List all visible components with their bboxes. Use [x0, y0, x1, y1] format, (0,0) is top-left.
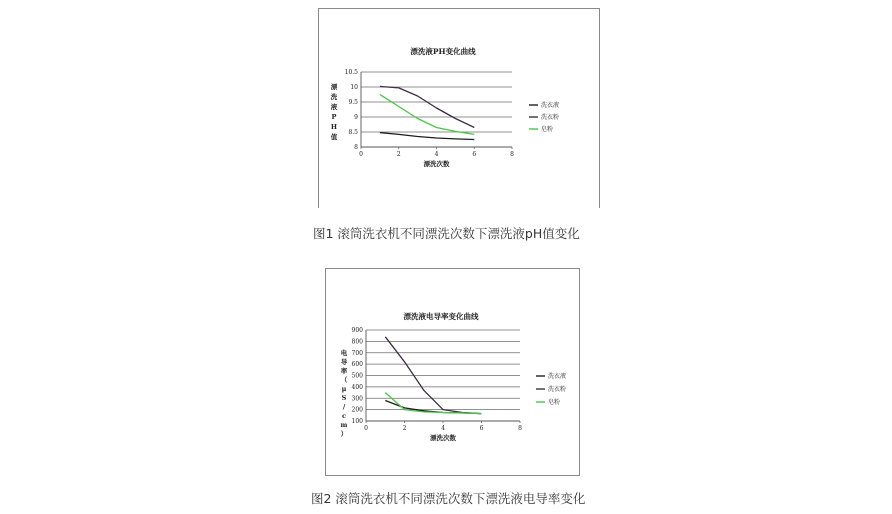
conductivity-chart-svg: [326, 269, 581, 477]
legend-label: 洗衣粉: [541, 114, 560, 121]
y-tick-label: 500: [351, 372, 363, 380]
legend-label: 洗衣液: [541, 102, 560, 109]
y-tick-label: 9.5: [348, 99, 358, 106]
y-tick-label: 700: [351, 349, 363, 357]
chart-title: 漂洗液电导率变化曲线: [403, 312, 479, 321]
ph-chart-svg: [319, 9, 601, 209]
y-tick-label: 400: [351, 383, 363, 391]
y-axis-label-char: ）: [340, 430, 348, 438]
y-tick-label: 8.5: [348, 129, 358, 136]
y-axis-label-char: m: [340, 421, 348, 429]
figure-2-caption: 图2 滚筒洗衣机不同漂洗次数下漂洗液电导率变化: [311, 491, 586, 506]
y-axis-label-char: /: [342, 403, 346, 411]
y-tick-label: 800: [351, 338, 363, 346]
y-axis-label-char: 率: [340, 367, 348, 375]
x-tick-label: 2: [402, 425, 407, 432]
x-tick-label: 0: [359, 151, 363, 158]
y-tick-label: 300: [351, 395, 363, 403]
y-tick-label: 9: [354, 114, 358, 121]
x-tick-label: 6: [472, 151, 477, 158]
y-tick-label: 900: [351, 327, 363, 334]
y-tick-label: 8: [354, 144, 358, 151]
series-line-洗衣粉: [380, 86, 474, 127]
y-axis-label-char: 洗: [330, 93, 338, 101]
y-axis-label-char: 液: [330, 103, 338, 111]
y-tick-label: 200: [351, 406, 363, 414]
y-tick-label: 10.5: [344, 69, 358, 76]
x-tick-label: 4: [441, 425, 445, 432]
y-tick-label: 100: [351, 418, 363, 425]
y-axis-label-char: 值: [330, 133, 338, 141]
x-tick-label: 0: [364, 425, 368, 432]
series-line-皂粉: [385, 393, 481, 414]
legend-label: 洗衣液: [548, 373, 567, 380]
y-axis-label-char: （: [340, 376, 348, 384]
legend-label: 洗衣粉: [548, 386, 567, 393]
y-axis-label-char: μ: [341, 385, 347, 393]
y-axis-label-char: 导: [340, 358, 348, 366]
figure-1-ph-chart: [318, 8, 600, 208]
series-line-洗衣液: [380, 133, 474, 140]
series-line-皂粉: [380, 95, 474, 135]
y-axis-label-char: P: [331, 113, 337, 121]
y-axis-label-char: 电: [340, 349, 348, 357]
y-axis-label-char: 漂: [330, 83, 338, 91]
y-tick-label: 600: [351, 361, 363, 369]
y-axis-label-char: H: [330, 123, 338, 131]
x-tick-label: 8: [518, 425, 522, 432]
x-tick-label: 4: [434, 151, 439, 158]
y-tick-label: 10: [350, 84, 358, 91]
x-tick-label: 2: [396, 151, 401, 158]
figure-2-conductivity-chart: [325, 268, 580, 476]
x-tick-label: 8: [510, 151, 514, 158]
x-tick-label: 6: [479, 425, 484, 432]
x-axis-label: 漂洗次数: [430, 434, 456, 442]
legend-label: 皂粉: [548, 399, 561, 406]
y-axis-label-char: c: [342, 412, 346, 420]
legend-label: 皂粉: [541, 126, 554, 133]
figure-1-caption: 图1 滚筒洗衣机不同漂洗次数下漂洗液pH值变化: [313, 226, 580, 241]
chart-title: 漂洗液PH变化曲线: [410, 47, 476, 56]
x-axis-label: 漂洗次数: [423, 160, 450, 168]
y-axis-label-char: S: [341, 394, 347, 402]
